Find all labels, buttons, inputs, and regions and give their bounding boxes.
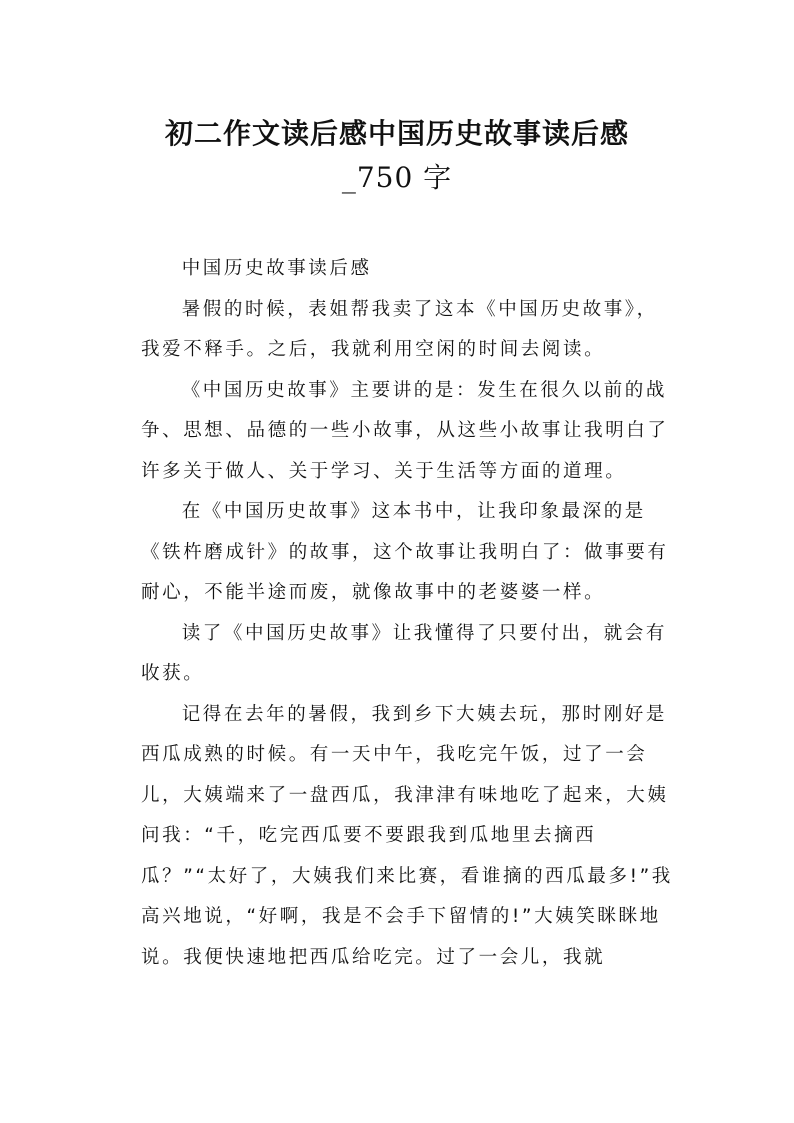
paragraph-2: 《中国历史故事》主要讲的是：发生在很久以前的战争、思想、品德的一些小故事，从这些小故事让我明白了许多关于做人、关于学习、关于生活等方面的道理。 (141, 379, 669, 482)
title-line-1: 初二作文读后感中国历史故事读后感 (164, 117, 629, 150)
section-heading: 中国历史故事读后感 (181, 258, 372, 279)
paragraph-1: 暑假的时候，表姐帮我卖了这本《中国历史故事》，我爱不释手。之后，我就利用空闲的时间去阅读。 (141, 298, 658, 360)
paragraph-3: 在《中国历史故事》这本书中，让我印象最深的是《铁杵磨成针》的故事，这个故事让我明白了：做事要有耐心，不能半途而废，就像故事中的老婆婆一样。 (141, 501, 669, 603)
paragraph-5: 记得在去年的暑假，我到乡下大姨去玩，那时刚好是西瓜成熟的时候。有一天中午，我吃完午饭，过了一会儿，大姨端来了一盘西瓜，我津津有味地吃了起来，大姨问我：“千，吃完西瓜要不要跟我到瓜地里去摘西瓜？”“太好了，大姨我们来比赛，看谁摘的西瓜最多!”我高兴地说，“好啊，我是不会手下留情的!”大姨笑眯眯地说。我便快速地把西瓜给吃完。过了一会儿，我就 (141, 703, 673, 968)
document-title (0, 112, 794, 200)
document-body (141, 249, 675, 978)
paragraph-4: 读了《中国历史故事》让我懂得了只要付出，就会有收获。 (141, 622, 667, 684)
title-line-2: _750 字 (341, 161, 453, 194)
